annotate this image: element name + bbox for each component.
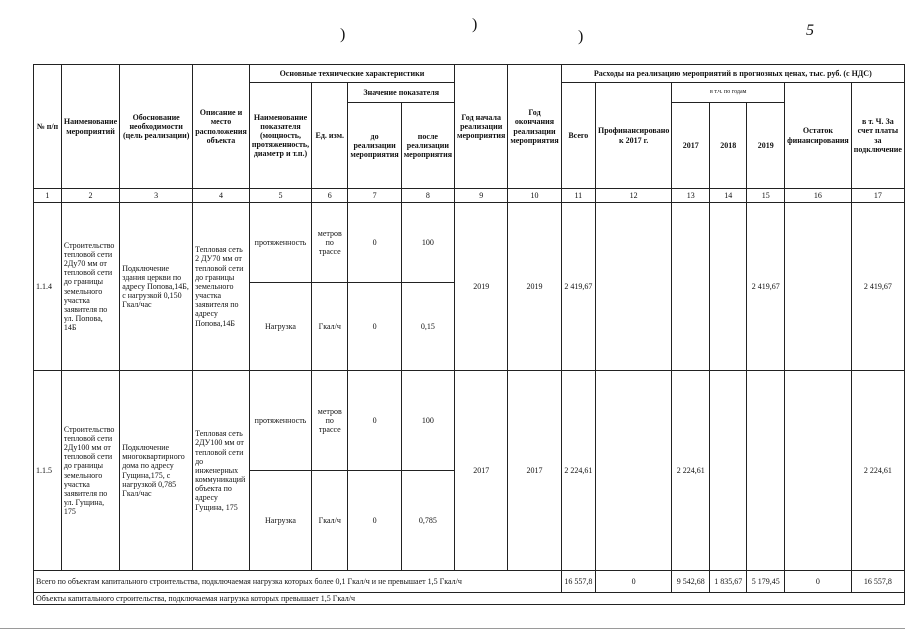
col-number: 17 [851, 189, 904, 203]
header-value: Значение показателя [348, 83, 455, 103]
totals-2019: 5 179,45 [747, 571, 785, 593]
financed [595, 203, 671, 371]
value-after: 0,785 [401, 471, 454, 571]
value-before: 0 [348, 203, 401, 283]
header-2017: 2017 [672, 103, 710, 189]
header-name: Наименование мероприятий [61, 65, 119, 189]
header-2019: 2019 [747, 103, 785, 189]
col-number: 7 [348, 189, 401, 203]
header-location: Описание и место расположения объекта [193, 65, 250, 189]
totals-financed: 0 [595, 571, 671, 593]
totals-total: 16 557,8 [561, 571, 595, 593]
table-row [34, 203, 905, 283]
param-name: Нагрузка [249, 283, 311, 371]
value-before: 0 [348, 371, 401, 471]
col-number: 16 [785, 189, 852, 203]
header-unit: Ед. изм. [312, 83, 348, 189]
param-name: протяженность [249, 203, 311, 283]
page-number: 5 [806, 22, 814, 39]
col-number: 6 [312, 189, 348, 203]
header-before: до реализации мероприятия [348, 103, 401, 189]
cost-2019: 2 419,67 [747, 203, 785, 371]
param-unit: Гкал/ч [312, 283, 348, 371]
end-year: 2019 [508, 203, 561, 371]
financed [595, 371, 671, 571]
value-after: 0,15 [401, 283, 454, 371]
table-row [34, 371, 905, 471]
cost-2017: 2 224,61 [672, 371, 710, 571]
connection-fee: 2 224,61 [851, 371, 904, 571]
section-label: Объекты капитального строительства, подключаемая нагрузка которых превышает 1,5 Гкал/ч [34, 593, 905, 605]
totals-remainder: 0 [785, 571, 852, 593]
totals-2018: 1 835,67 [710, 571, 747, 593]
investment-table [33, 64, 905, 605]
scan-edge-line [0, 628, 905, 629]
header-num: № п/п [34, 65, 62, 189]
cost-2017 [672, 203, 710, 371]
col-number: 10 [508, 189, 561, 203]
header-tech-name: Наименование показателя (мощность, протяженность, диаметр и т.п.) [249, 83, 311, 189]
total-cost: 2 224,61 [561, 371, 595, 571]
total-cost: 2 419,67 [561, 203, 595, 371]
header-remainder: Остаток финансирования [785, 83, 852, 189]
row-number: 1.1.4 [34, 203, 62, 371]
measure-reason: Подключение многоквартирного дома по адресу Гущина,175, с нагрузкой 0,785 Гкал/час [120, 371, 193, 571]
col-number: 3 [120, 189, 193, 203]
start-year: 2019 [455, 203, 508, 371]
remainder [785, 371, 852, 571]
measure-reason: Подключение здания церкви по адресу Попова,14Б, с нагрузкой 0,150 Гкал/час [120, 203, 193, 371]
cost-2018 [710, 203, 747, 371]
header-tech: Основные технические характеристики [249, 65, 454, 83]
param-unit: метров по трассе [312, 203, 348, 283]
totals-2017: 9 542,68 [672, 571, 710, 593]
section-row [34, 593, 905, 605]
start-year: 2017 [455, 371, 508, 571]
header-by-years: в т.ч. по годам [672, 83, 785, 103]
col-number: 12 [595, 189, 671, 203]
end-year: 2017 [508, 371, 561, 571]
totals-row [34, 571, 905, 593]
col-number: 4 [193, 189, 250, 203]
cost-2018 [710, 371, 747, 571]
totals-connection-fee: 16 557,8 [851, 571, 904, 593]
mark-paren-1: ) [340, 26, 346, 43]
col-number: 13 [672, 189, 710, 203]
value-before: 0 [348, 471, 401, 571]
param-unit: Гкал/ч [312, 471, 348, 571]
header-reason: Обоснование необходимости (цель реализации) [120, 65, 193, 189]
column-numbers-row [34, 189, 905, 203]
col-number: 2 [61, 189, 119, 203]
header-total: Всего [561, 83, 595, 189]
remainder [785, 203, 852, 371]
header-2018: 2018 [710, 103, 747, 189]
header-end-year: Год окончания реализации мероприятия [508, 65, 561, 189]
measure-name: Строительство тепловой сети 2Ду70 мм от тепловой сети до границы земельного участка заявителя по ул. Попова, 14Б [61, 203, 119, 371]
mark-paren-3: ) [578, 28, 584, 45]
col-number: 9 [455, 189, 508, 203]
param-unit: метров по трассе [312, 371, 348, 471]
param-name: протяженность [249, 371, 311, 471]
totals-label: Всего по объектам капитального строительства, подключаемая нагрузка которых более 0,1 Гкал/ч и не превышает 1,5 Гкал/ч [34, 571, 562, 593]
connection-fee: 2 419,67 [851, 203, 904, 371]
object-location: Тепловая сеть 2 ДУ70 мм от тепловой сети до границы земельного участка заявителя по адресу Попова,14Б [193, 203, 250, 371]
col-number: 15 [747, 189, 785, 203]
col-number: 1 [34, 189, 62, 203]
col-number: 5 [249, 189, 311, 203]
mark-paren-2: ) [472, 16, 478, 33]
header-costs: Расходы на реализацию мероприятий в прогнозных ценах, тыс. руб. (с НДС) [561, 65, 904, 83]
param-name: Нагрузка [249, 471, 311, 571]
row-number: 1.1.5 [34, 371, 62, 571]
value-after: 100 [401, 203, 454, 283]
col-number: 11 [561, 189, 595, 203]
col-number: 8 [401, 189, 454, 203]
value-before: 0 [348, 283, 401, 371]
header-financed: Профинансировано к 2017 г. [595, 83, 671, 189]
col-number: 14 [710, 189, 747, 203]
header-connection-fee: в т. Ч. За счет платы за подключение [851, 83, 904, 189]
object-location: Тепловая сеть 2ДУ100 мм от тепловой сети до инженерных коммуникаций объекта по адресу Гущина, 175 [193, 371, 250, 571]
cost-2019 [747, 371, 785, 571]
value-after: 100 [401, 371, 454, 471]
header-start-year: Год начала реализации мероприятия [455, 65, 508, 189]
header-after: после реализации мероприятия [401, 103, 454, 189]
measure-name: Строительство тепловой сети 2Ду100 мм от тепловой сети до границы земельного участка заявителя по ул. Гущина, 175 [61, 371, 119, 571]
